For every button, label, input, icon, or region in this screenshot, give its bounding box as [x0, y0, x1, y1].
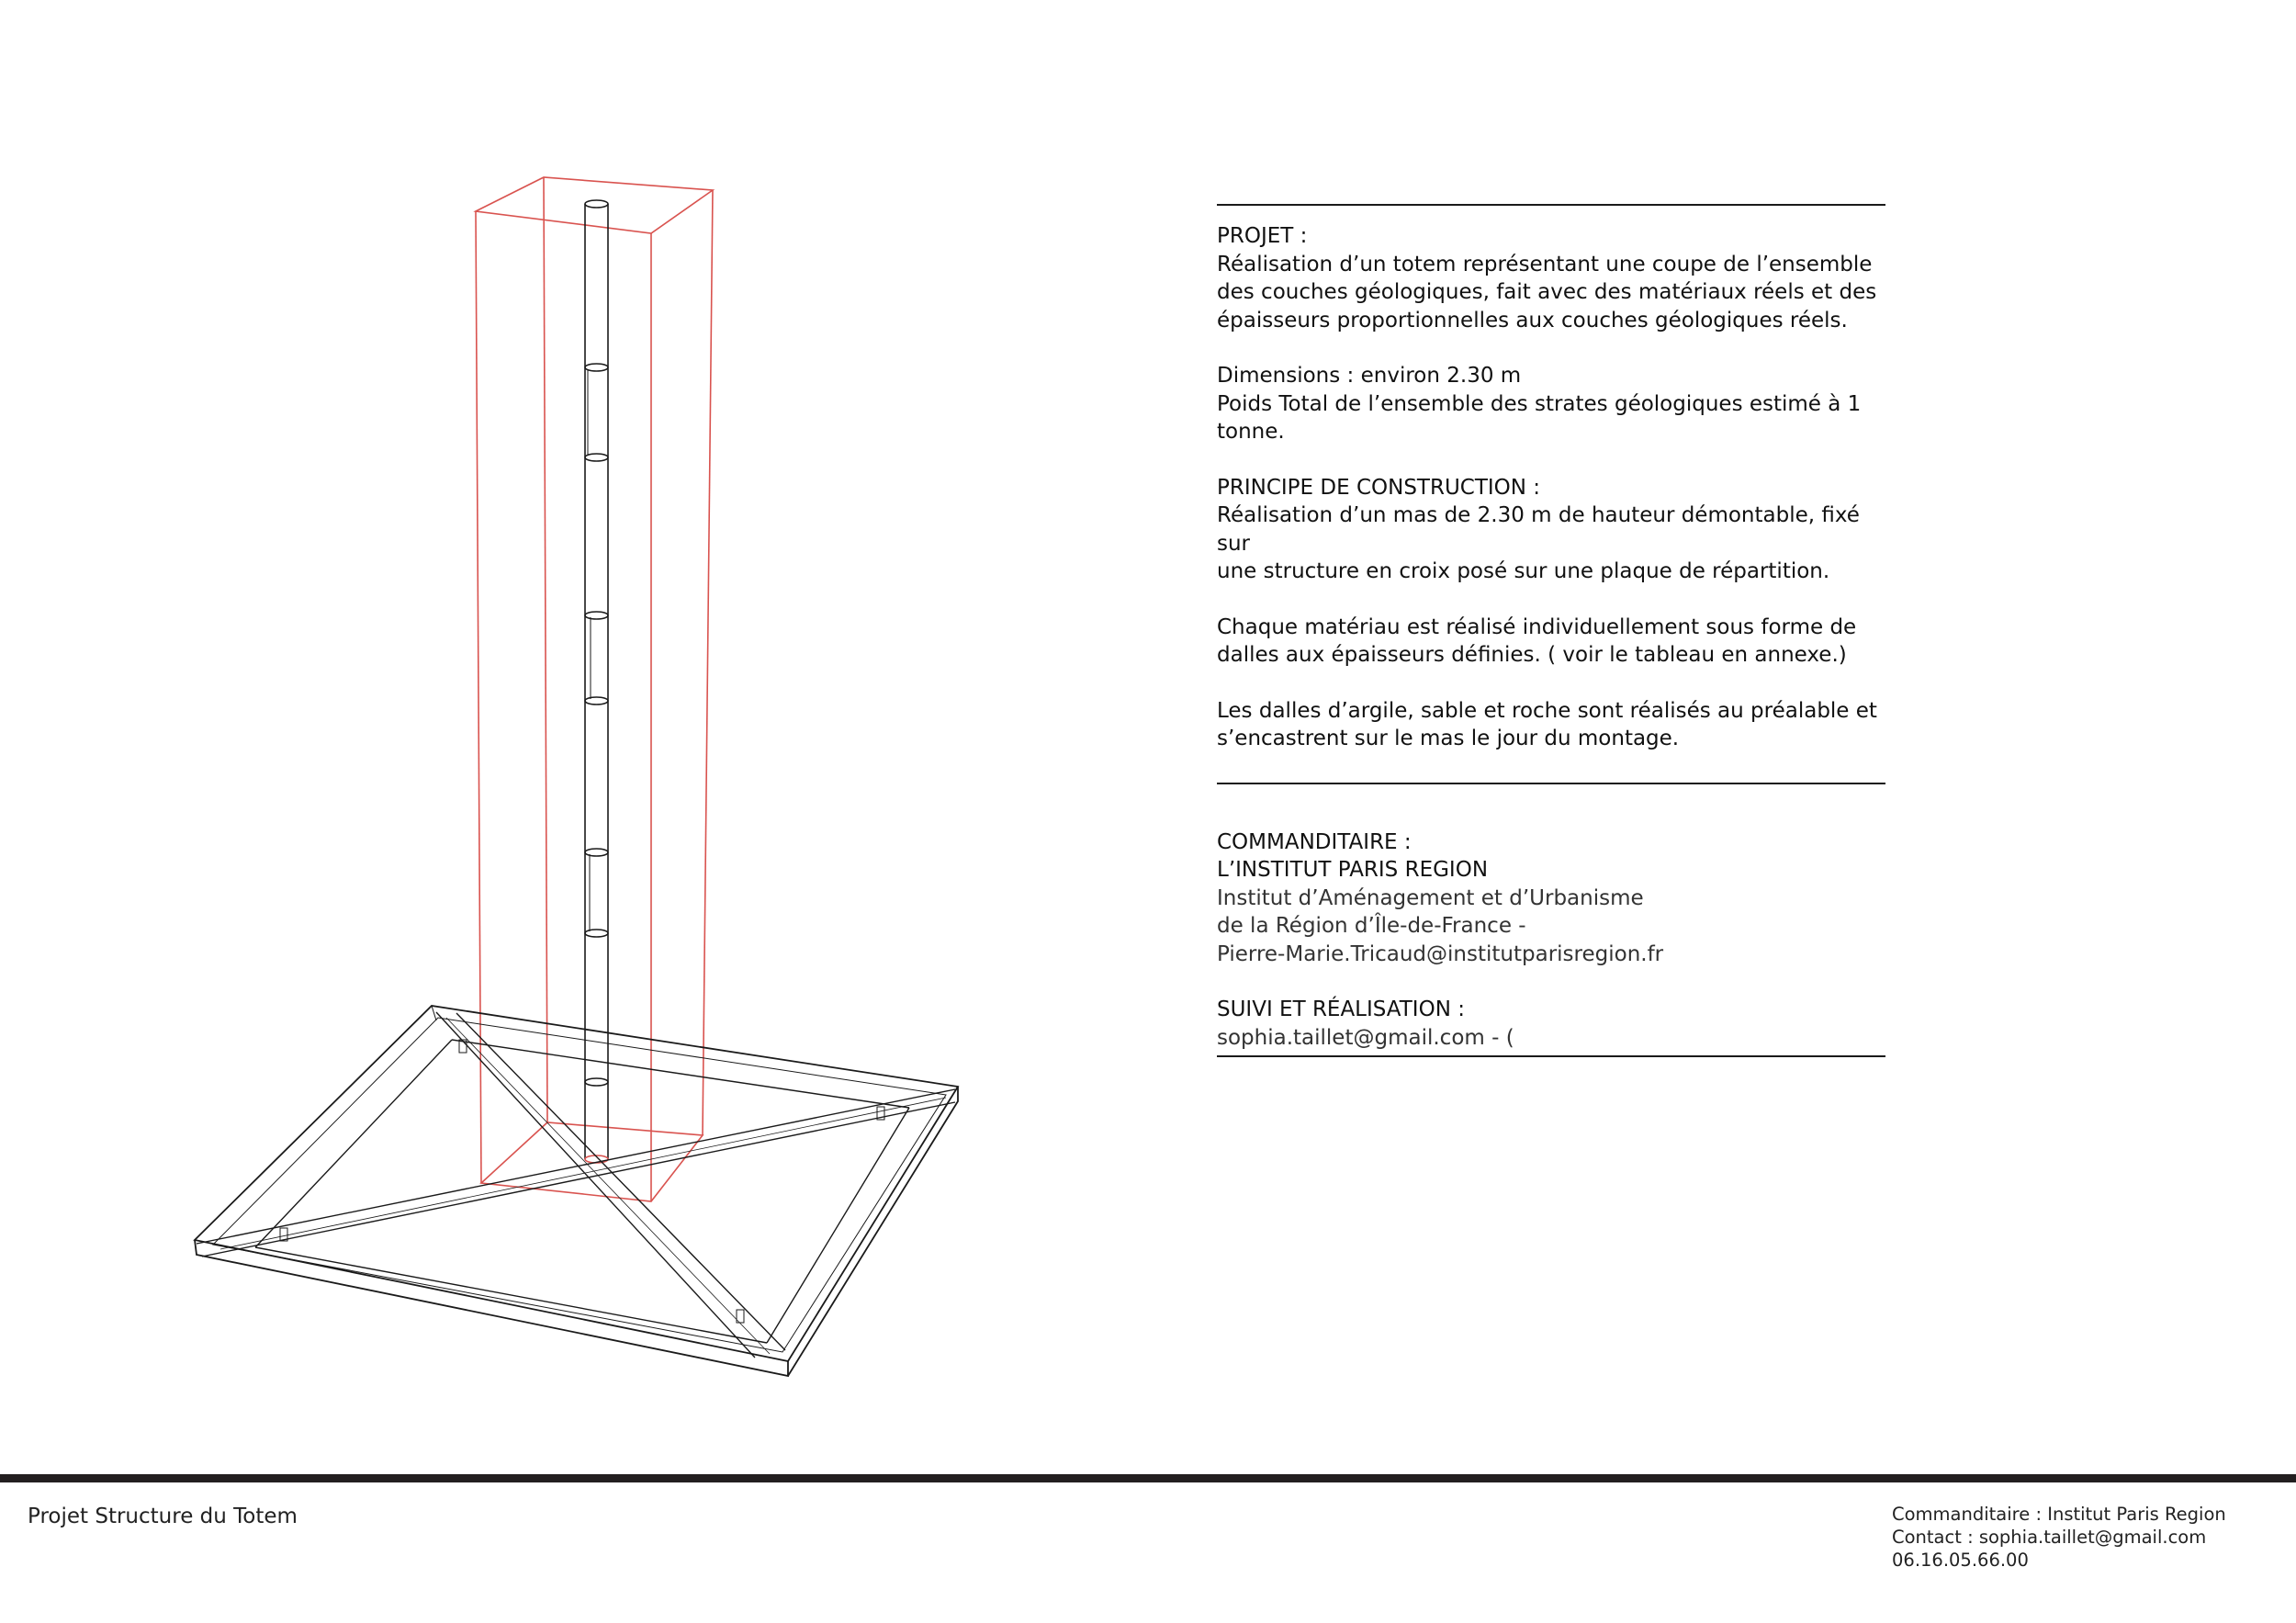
commanditaire-detail-1: Institut d’Aménagement et d’Urbanisme — [1217, 885, 1644, 910]
footer-title: Projet Structure du Totem — [28, 1505, 298, 1528]
suivi-contact[interactable]: sophia.taillet@gmail.com - ( — [1217, 1025, 1514, 1050]
bounding-volume-frame — [476, 177, 713, 1201]
projet-heading: PROJET : — [1217, 224, 1308, 248]
footer-bar — [0, 1474, 2296, 1482]
commanditaire-email[interactable]: Pierre-Marie.Tricaud@institutparisregion.fr — [1217, 941, 1664, 966]
projet-line-2: des couches géologiques, fait avec des matériaux réels et des — [1217, 280, 1877, 304]
projet-line-1: Réalisation d’un totem représentant une coupe de l’ensemble — [1217, 252, 1873, 276]
materiau-line-2: dalles aux épaisseurs définies. ( voir le tableau en annexe.) — [1217, 643, 1847, 667]
poids-line-2: tonne. — [1217, 420, 1285, 444]
mast — [585, 200, 608, 1163]
commanditaire-detail-2: de la Région d’Île-de-France - — [1217, 914, 1526, 938]
footer-phone: 06.16.05.66.00 — [1892, 1550, 2029, 1571]
dimensions-text: Dimensions : environ 2.30 m — [1217, 364, 1522, 388]
poids-line-1: Poids Total de l’ensemble des strates géologiques estimé à 1 — [1217, 391, 1862, 416]
dalles-line-2: s’encastrent sur le mas le jour du montage. — [1217, 727, 1680, 750]
footer-contact-email[interactable]: Contact : sophia.taillet@gmail.com — [1892, 1527, 2207, 1548]
base-plate — [195, 1006, 958, 1376]
commanditaire-heading: COMMANDITAIRE : — [1217, 829, 1412, 854]
projet-line-3: épaisseurs proportionnelles aux couches géologiques réels. — [1217, 308, 1848, 332]
cross-structure — [197, 1012, 955, 1358]
dalles-line-1: Les dalles d’argile, sable et roche sont réalisés au préalable et — [1217, 698, 1877, 723]
bottom-rule — [1217, 1055, 1885, 1057]
footer-contact-block — [1892, 1503, 2226, 1572]
materiau-line-1: Chaque matériau est réalisé individuellement sous forme de — [1217, 614, 1857, 639]
principe-line-2: une structure en croix posé sur une plaque de répartition. — [1217, 559, 1830, 583]
suivi-heading: SUIVI ET RÉALISATION : — [1217, 997, 1465, 1021]
principe-heading: PRINCIPE DE CONSTRUCTION : — [1217, 475, 1541, 500]
footer-commanditaire: Commanditaire : Institut Paris Region — [1892, 1504, 2226, 1525]
project-description-panel — [1217, 204, 1885, 1057]
principe-line-1: Réalisation d’un mas de 2.30 m de hauteur démontable, fixé sur — [1217, 503, 1860, 556]
commanditaire-name: L’INSTITUT PARIS REGION — [1217, 858, 1489, 882]
